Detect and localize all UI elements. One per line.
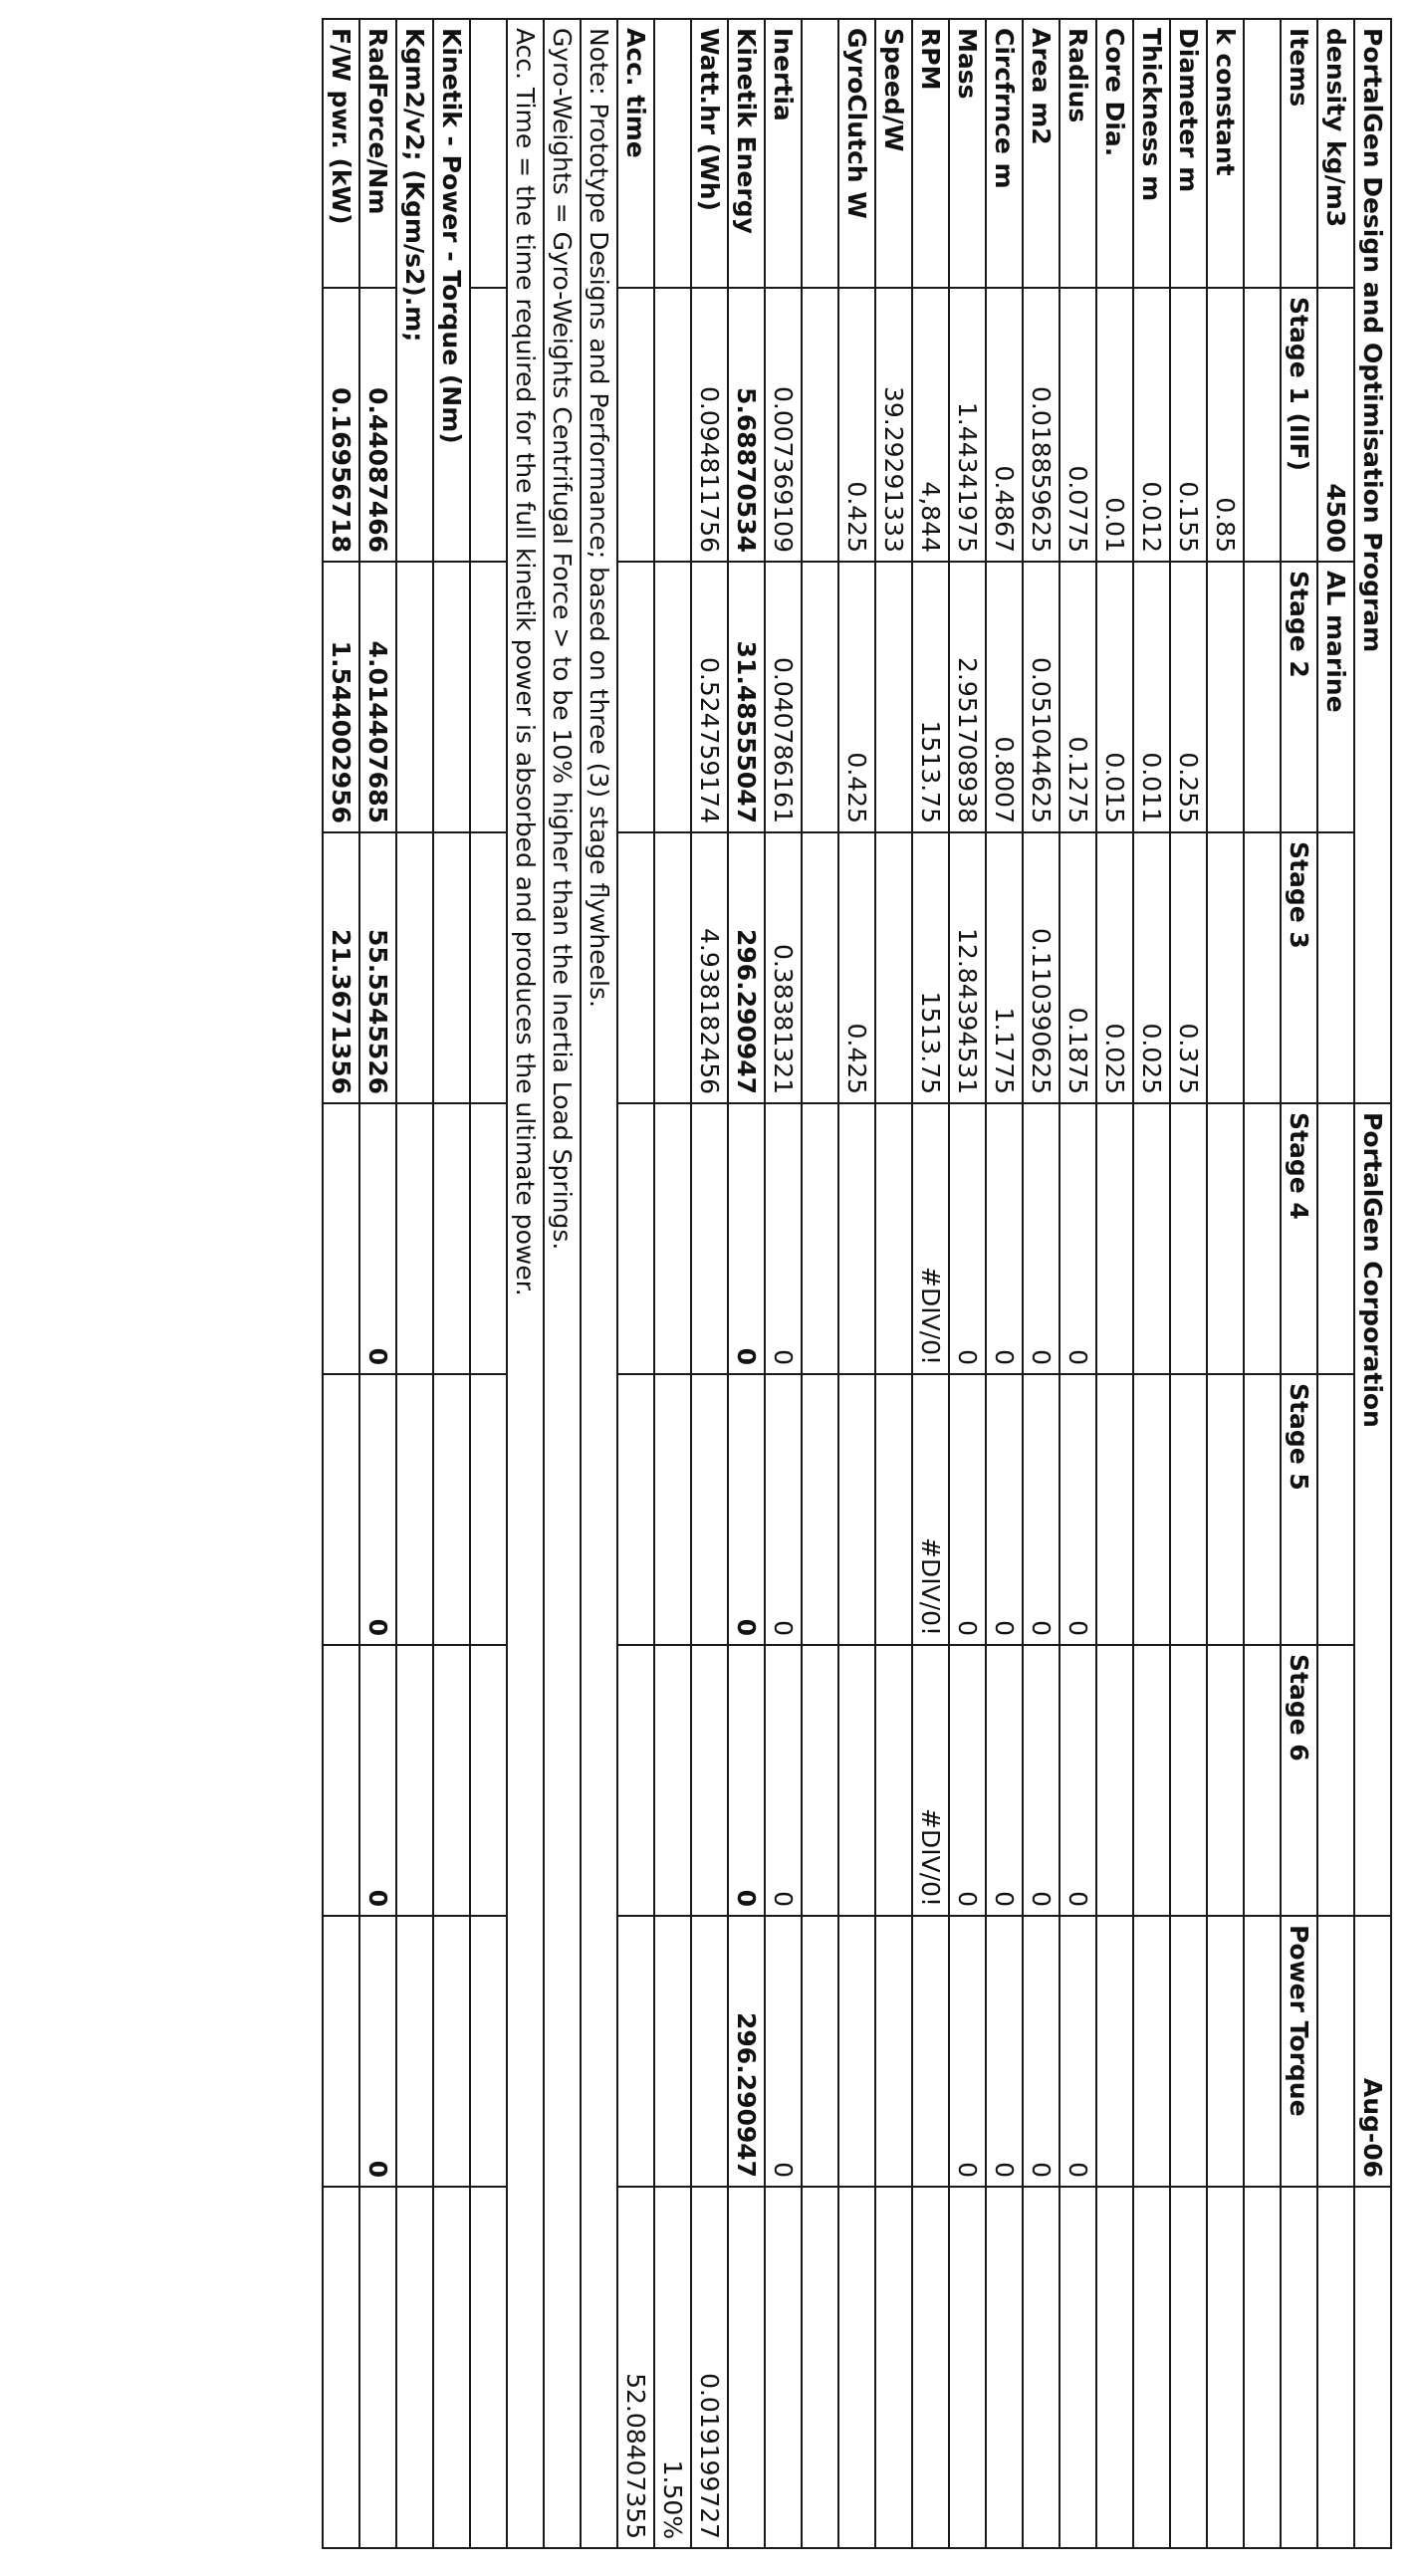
program-title: PortalGen Design and Optimisation Program	[1354, 19, 1391, 1103]
cell-s1: 0.094811756	[691, 288, 728, 562]
spacer-row	[802, 19, 838, 2548]
cell-s4	[875, 1103, 912, 1374]
cell-pt: 0	[986, 1916, 1023, 2187]
header-items: Items	[1281, 19, 1317, 288]
cell-s2: 0.524759174	[691, 562, 728, 832]
fw-power-stage3: 21.3671356	[323, 832, 359, 1103]
cell-x	[1133, 2187, 1170, 2548]
radforce-row	[359, 19, 396, 2548]
row-label: RPM	[912, 19, 949, 288]
cell-s2: 2.951708938	[949, 562, 986, 832]
cell-s5	[838, 1374, 875, 1645]
cell-s4	[1133, 1103, 1170, 1374]
empty-cell	[1354, 2187, 1391, 2548]
table-row	[1133, 19, 1170, 2548]
note-row	[581, 19, 617, 2548]
cell-x	[1096, 2187, 1133, 2548]
note-row	[507, 19, 544, 2548]
cell-x	[1060, 2187, 1096, 2548]
row-label: Mass	[949, 19, 986, 288]
corporation-name: PortalGen Corporation	[1354, 1103, 1391, 1916]
cell-s6	[875, 1645, 912, 1916]
cell-s2: 0.011	[1133, 562, 1170, 832]
fw-power-stage2: 1.544002956	[323, 562, 359, 832]
cell-s4: 0	[1023, 1103, 1060, 1374]
spacer-row	[470, 19, 507, 2548]
table-row	[1060, 19, 1096, 2548]
table-row	[838, 19, 875, 2548]
cell-s6	[838, 1645, 875, 1916]
cell-s6: 0	[949, 1645, 986, 1916]
cell-x	[1170, 2187, 1207, 2548]
cell-s6	[691, 1645, 728, 1916]
formula-label: Kgm2/v2; (Kgm/s2).m;	[396, 19, 433, 562]
note-row	[544, 19, 581, 2548]
cell-pt: 296.290947	[728, 1916, 765, 2187]
cell-s4: 0	[1060, 1103, 1096, 1374]
row-label: Area m2	[1023, 19, 1060, 288]
material-name: AL marine	[1317, 562, 1354, 832]
cell-s1: 0.018859625	[1023, 288, 1060, 562]
cell-pt	[1170, 1916, 1207, 2187]
cell-s4	[1207, 1103, 1244, 1374]
row-label: Thickness m	[1133, 19, 1170, 288]
radforce-stage6: 0	[359, 1645, 396, 1916]
cell-s6: #DIV/0!	[912, 1645, 949, 1916]
row-label: Speed/W	[875, 19, 912, 288]
cell-s3: 0.025	[1133, 832, 1170, 1103]
cell-x	[949, 2187, 986, 2548]
energy-rows	[691, 19, 802, 2548]
cell-pt: 0	[765, 1916, 802, 2187]
section-label-row	[433, 19, 470, 2548]
cell-s6: 0	[1023, 1645, 1060, 1916]
cell-s1: 5.68870534	[728, 288, 765, 562]
note-text: Acc. Time = the time required for the full kinetik power is absorbed and produces the ultimate power.	[507, 19, 544, 2548]
cell-s1: 39.29291333	[875, 288, 912, 562]
cell-pt	[1207, 1916, 1244, 2187]
cell-pt	[912, 1916, 949, 2187]
note-text: Note: Prototype Designs and Performance; based on three (3) stage flywheels.	[581, 19, 617, 2548]
cell-s2: 0.015	[1096, 562, 1133, 832]
cell-pt	[838, 1916, 875, 2187]
cell-s5: 0	[1023, 1374, 1060, 1645]
cell-pt: 0	[1060, 1916, 1096, 2187]
cell-s2: 0.8007	[986, 562, 1023, 832]
cell-s2: 31.48555047	[728, 562, 765, 832]
cell-s2: 0.040786161	[765, 562, 802, 832]
spreadsheet-table	[322, 18, 1392, 2549]
cell-s3: 0.425	[838, 832, 875, 1103]
formula-row	[396, 19, 433, 2548]
cell-s1: 4,844	[912, 288, 949, 562]
cell-s6	[1207, 1645, 1244, 1916]
cell-s6: 0	[765, 1645, 802, 1916]
cell-s2: 0.1275	[1060, 562, 1096, 832]
cell-x	[912, 2187, 949, 2548]
cell-x	[765, 2187, 802, 2548]
density-row	[1317, 19, 1354, 2548]
cell-x	[1207, 2187, 1244, 2548]
cell-s6	[1096, 1645, 1133, 1916]
row-label: Core Dia.	[1096, 19, 1133, 288]
radforce-power-torque: 0	[359, 1916, 396, 2187]
date-cell: Aug-06	[1354, 1916, 1391, 2187]
acc-time-label: Acc. time	[617, 19, 654, 288]
table-row	[986, 19, 1023, 2548]
cell-x	[986, 2187, 1023, 2548]
row-label: k constant	[1207, 19, 1244, 288]
table-row	[691, 19, 728, 2548]
table-row	[949, 19, 986, 2548]
row-label: Inertia	[765, 19, 802, 288]
cell-s4: #DIV/0!	[912, 1103, 949, 1374]
cell-s5: 0	[949, 1374, 986, 1645]
cell-pt: 0	[949, 1916, 986, 2187]
table-row	[1023, 19, 1060, 2548]
cell-s5	[1207, 1374, 1244, 1645]
cell-s1: 0.85	[1207, 288, 1244, 562]
cell-s2	[875, 562, 912, 832]
header-stage6: Stage 6	[1281, 1645, 1317, 1916]
fw-power-row	[323, 19, 359, 2548]
table-row	[912, 19, 949, 2548]
cell-s1: 1.44341975	[949, 288, 986, 562]
row-label: Circfrnce m	[986, 19, 1023, 288]
table-row	[1170, 19, 1207, 2548]
cell-x	[875, 2187, 912, 2548]
spacer-row	[1244, 19, 1281, 2548]
header-stage2: Stage 2	[1281, 562, 1317, 832]
cell-s4: 0	[949, 1103, 986, 1374]
radforce-stage3: 55.5545526	[359, 832, 396, 1103]
cell-s2: 0.255	[1170, 562, 1207, 832]
row-label: Watt.hr (Wh)	[691, 19, 728, 288]
header-stage5: Stage 5	[1281, 1374, 1317, 1645]
cell-s4	[1170, 1103, 1207, 1374]
table-row	[765, 19, 802, 2548]
cell-s1: 0.012	[1133, 288, 1170, 562]
radforce-stage2: 4.014407685	[359, 562, 396, 832]
cell-s4: 0	[765, 1103, 802, 1374]
kinetik-power-torque-label: Kinetik - Power - Torque (Nm)	[433, 19, 470, 562]
cell-s1: 0.007369109	[765, 288, 802, 562]
radforce-stage4: 0	[359, 1103, 396, 1374]
cell-s1: 0.4867	[986, 288, 1023, 562]
row-label: Radius	[1060, 19, 1096, 288]
cell-x	[728, 2187, 765, 2548]
cell-s5	[1096, 1374, 1133, 1645]
cell-pt	[875, 1916, 912, 2187]
cell-s6: 0	[1060, 1645, 1096, 1916]
cell-s3: 12.84394531	[949, 832, 986, 1103]
cell-s4: 0	[986, 1103, 1023, 1374]
cell-s2	[1207, 562, 1244, 832]
header-power-torque: Power Torque	[1281, 1916, 1317, 2187]
cell-s5: 0	[728, 1374, 765, 1645]
cell-s3: 0.1875	[1060, 832, 1096, 1103]
header-stage1: Stage 1 (IIF)	[1281, 288, 1317, 562]
cell-s2: 0.051044625	[1023, 562, 1060, 832]
cell-s6	[1133, 1645, 1170, 1916]
density-value: 4500	[1317, 288, 1354, 562]
density-label: density kg/m3	[1317, 19, 1354, 288]
acc-time-row	[617, 19, 654, 2548]
cell-x: 0.019199727	[691, 2187, 728, 2548]
cell-s2: 0.425	[838, 562, 875, 832]
row-label: Kinetik Energy	[728, 19, 765, 288]
table-row	[728, 19, 765, 2548]
cell-s5: 0	[986, 1374, 1023, 1645]
cell-s6	[1170, 1645, 1207, 1916]
parameter-rows	[838, 19, 1244, 2548]
fw-power-label: F/W pwr. (kW)	[323, 19, 359, 288]
cell-s5: 0	[1060, 1374, 1096, 1645]
cell-s1: 0.0775	[1060, 288, 1096, 562]
radforce-label: RadForce/Nm	[359, 19, 396, 288]
cell-s3: 296.290947	[728, 832, 765, 1103]
cell-s5	[1133, 1374, 1170, 1645]
cell-s5: 0	[765, 1374, 802, 1645]
cell-s4: 0	[728, 1103, 765, 1374]
cell-s5	[1170, 1374, 1207, 1645]
cell-s3	[875, 832, 912, 1103]
cell-s1: 0.01	[1096, 288, 1133, 562]
cell-s3: 0.38381321	[765, 832, 802, 1103]
acc-time-value: 52.08407355	[617, 2187, 654, 2548]
cell-s5	[691, 1374, 728, 1645]
cell-s3: 1513.75	[912, 832, 949, 1103]
cell-s3	[1207, 832, 1244, 1103]
cell-s3: 0.110390625	[1023, 832, 1060, 1103]
fw-power-stage1: 0.16956718	[323, 288, 359, 562]
percent-value: 1.50%	[654, 2187, 691, 2548]
row-label: GyroClutch W	[838, 19, 875, 288]
header-stage3: Stage 3	[1281, 832, 1317, 1103]
spreadsheet-rotated	[18, 18, 1392, 2547]
cell-pt	[1096, 1916, 1133, 2187]
cell-s5: #DIV/0!	[912, 1374, 949, 1645]
cell-s2: 1513.75	[912, 562, 949, 832]
cell-s4	[838, 1103, 875, 1374]
cell-s3: 1.1775	[986, 832, 1023, 1103]
cell-s1: 0.425	[838, 288, 875, 562]
cell-x	[1023, 2187, 1060, 2548]
column-header-row	[1281, 19, 1317, 2548]
cell-s6: 0	[986, 1645, 1023, 1916]
table-row	[1207, 19, 1244, 2548]
cell-s5	[875, 1374, 912, 1645]
cell-x	[838, 2187, 875, 2548]
cell-pt: 0	[1023, 1916, 1060, 2187]
cell-pt	[691, 1916, 728, 2187]
note-text: Gyro-Weights = Gyro-Weights Centrifugal Force > to be 10% higher than the Inertia Load Springs.	[544, 19, 581, 2548]
table-row	[875, 19, 912, 2548]
table-row	[1096, 19, 1133, 2548]
row-label: Diameter m	[1170, 19, 1207, 288]
cell-s4	[1096, 1103, 1133, 1374]
percent-row	[654, 19, 691, 2548]
cell-s4	[691, 1103, 728, 1374]
radforce-stage1: 0.44087466	[359, 288, 396, 562]
cell-s3: 0.025	[1096, 832, 1133, 1103]
radforce-stage5: 0	[359, 1374, 396, 1645]
cell-s3: 4.938182456	[691, 832, 728, 1103]
cell-pt	[1133, 1916, 1170, 2187]
header-stage4: Stage 4	[1281, 1103, 1317, 1374]
cell-s3: 0.375	[1170, 832, 1207, 1103]
cell-s1: 0.155	[1170, 288, 1207, 562]
cell-s6: 0	[728, 1645, 765, 1916]
title-row	[1354, 19, 1391, 2548]
